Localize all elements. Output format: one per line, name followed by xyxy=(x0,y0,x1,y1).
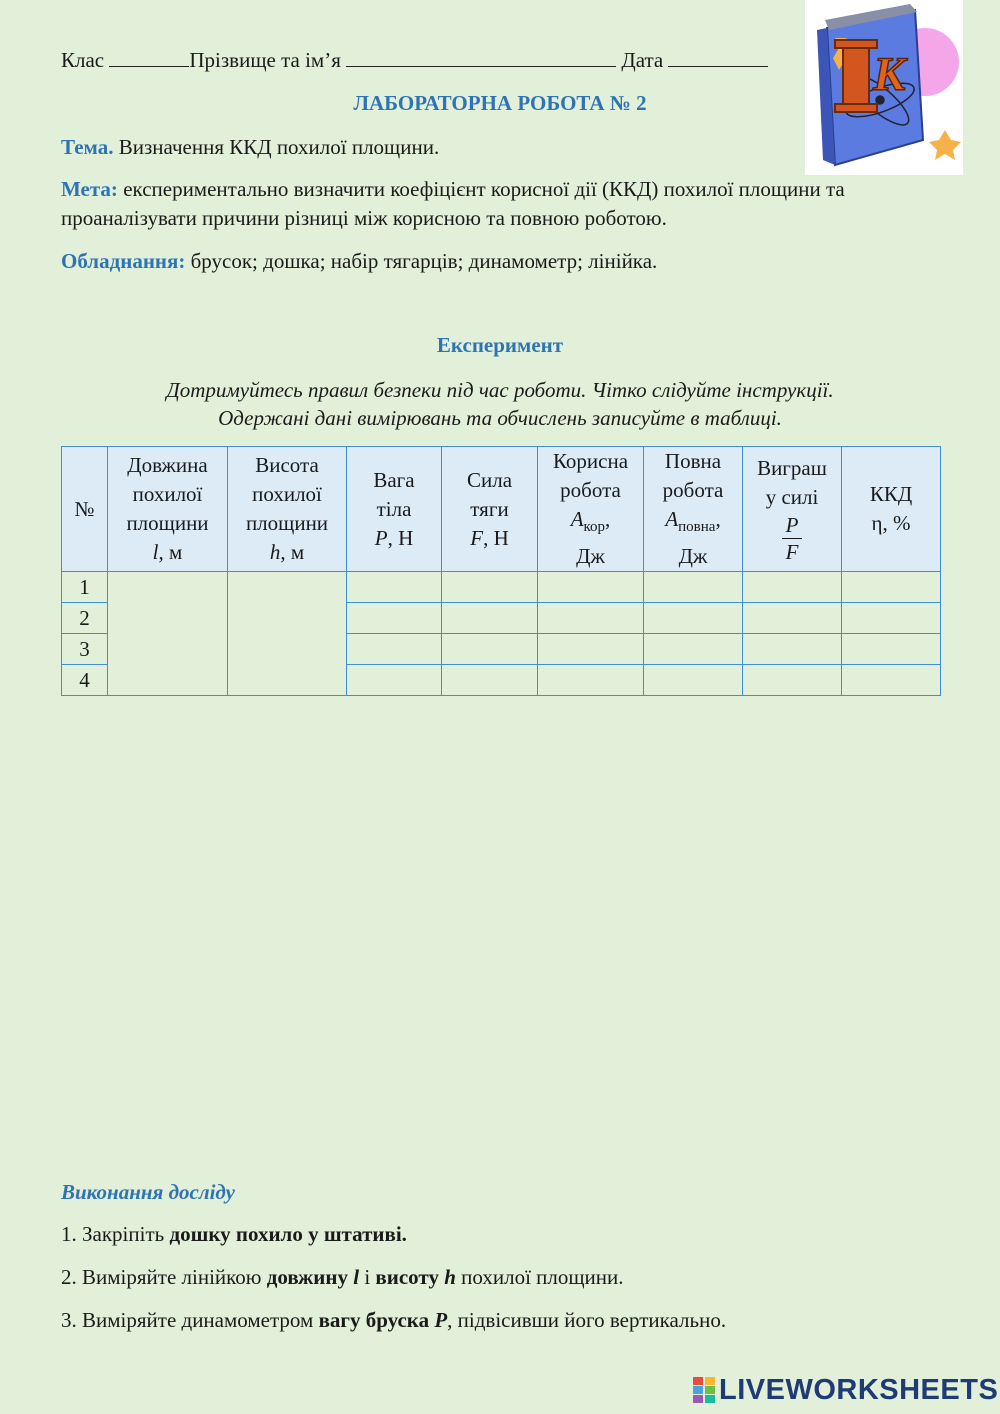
header-height-symbol xyxy=(228,538,346,567)
weight-input-cell[interactable] xyxy=(347,603,442,634)
header-weight-line1: Вага xyxy=(373,467,415,492)
step2-end: похилої площини. xyxy=(455,1265,624,1289)
fraction-numerator: P xyxy=(782,512,803,539)
header-total-line1: Повна xyxy=(664,449,722,473)
unit-n: , Н xyxy=(387,525,414,550)
header-eff-line1: ККД xyxy=(869,482,913,507)
class-label: Клас xyxy=(61,48,105,72)
force-input-cell[interactable] xyxy=(442,603,538,634)
row-number: 2 xyxy=(62,603,108,634)
header-useful-line2: робота xyxy=(560,478,621,502)
useful-work-input-cell[interactable] xyxy=(538,634,644,665)
gain-input-cell[interactable] xyxy=(743,572,842,603)
subscript-total: повна xyxy=(678,519,716,536)
step2-bold-height: висоту xyxy=(375,1265,445,1289)
total-work-input-cell[interactable] xyxy=(644,634,743,665)
row-number: 4 xyxy=(62,665,108,696)
header-gain-line1: Виграш xyxy=(757,455,827,480)
liveworksheets-logo-icon xyxy=(693,1377,715,1403)
unit-joule: Дж xyxy=(678,544,708,569)
efficiency-input-cell[interactable] xyxy=(842,572,941,603)
step2-text: 2. Виміряйте лінійкою xyxy=(61,1265,267,1289)
experiment-instruction-1: Дотримуйтесь правил безпеки під час роботи. Чітко слідуйте інструкції. xyxy=(166,378,834,402)
weight-input-cell[interactable] xyxy=(347,572,442,603)
goal-text: експериментально визначити коефіцієнт корисної дії (ККД) похилої площини та проаналізувати причини різниці між корисною та повною роботою. xyxy=(61,177,845,230)
force-input-cell[interactable] xyxy=(442,572,538,603)
row-number: 3 xyxy=(62,634,108,665)
length-input-cell[interactable] xyxy=(108,572,228,696)
header-height xyxy=(228,447,347,572)
unit-m: , м xyxy=(280,540,305,565)
table-row xyxy=(62,572,941,603)
header-gain-line2: у силі xyxy=(765,484,819,509)
step2-and: і xyxy=(359,1265,376,1289)
goal-paragraph xyxy=(61,175,951,233)
step2-var-h: h xyxy=(444,1265,456,1289)
weight-input-cell[interactable] xyxy=(347,634,442,665)
equipment-paragraph xyxy=(61,247,951,276)
header-useful-line1: Корисна xyxy=(552,449,629,473)
efficiency-input-cell[interactable] xyxy=(842,603,941,634)
header-force-symbol xyxy=(442,524,537,553)
goal-label: Мета: xyxy=(61,177,118,201)
symbol-h: h xyxy=(269,540,281,565)
header-force-line1: Сила xyxy=(466,467,513,492)
header-weight-line2: тіла xyxy=(376,496,412,521)
brand-name: LIVEWORKSHEETS xyxy=(719,1373,999,1406)
header-length-line2: похилої xyxy=(132,482,203,507)
symbol-f: F xyxy=(470,525,484,550)
student-info-line xyxy=(61,48,768,73)
date-label: Дата xyxy=(621,48,664,72)
step2-bold-length: довжину xyxy=(266,1265,354,1289)
name-label: Прізвище та ім’я xyxy=(189,48,341,72)
step2-var-l: l xyxy=(353,1265,360,1289)
header-force-line2: тяги xyxy=(470,496,509,521)
useful-work-input-cell[interactable] xyxy=(538,572,644,603)
step3-var-p: P xyxy=(434,1308,448,1332)
comma: , xyxy=(605,507,611,531)
efficiency-input-cell[interactable] xyxy=(842,665,941,696)
header-total-line2: робота xyxy=(662,478,724,502)
procedure-step-3 xyxy=(61,1308,726,1333)
equipment-label: Обладнання: xyxy=(61,249,186,273)
total-work-input-cell[interactable] xyxy=(644,572,743,603)
header-length xyxy=(108,447,228,572)
header-weight-symbol xyxy=(347,524,441,553)
header-total-symbol xyxy=(644,505,742,542)
unit-m: , м xyxy=(158,540,183,565)
force-input-cell[interactable] xyxy=(442,665,538,696)
header-length-line3: площини xyxy=(126,511,209,536)
subscript-useful: кор xyxy=(583,519,606,536)
weight-input-cell[interactable] xyxy=(347,665,442,696)
step3-bold-weight: вагу бруска xyxy=(318,1308,435,1332)
total-work-input-cell[interactable] xyxy=(644,665,743,696)
header-number: № xyxy=(62,447,108,572)
experiment-instruction-2: Одержані дані вимірювань та обчислень записуйте в таблиці. xyxy=(218,406,782,430)
topic-text: Визначення ККД похилої площини. xyxy=(118,135,440,159)
header-total-work xyxy=(644,447,743,572)
step1-bold: дошку похило у штативі. xyxy=(169,1222,407,1246)
comma: , xyxy=(715,507,721,531)
date-blank[interactable] xyxy=(668,48,768,67)
liveworksheets-brand xyxy=(693,1374,998,1406)
topic-label: Тема. xyxy=(61,135,114,159)
results-table xyxy=(61,446,941,696)
step1-text: 1. Закріпіть xyxy=(61,1222,170,1246)
unit-n: , Н xyxy=(483,525,509,550)
header-useful-work xyxy=(538,447,644,572)
procedure-step-2 xyxy=(61,1265,624,1290)
header-length-symbol xyxy=(108,538,227,567)
header-force xyxy=(442,447,538,572)
height-input-cell[interactable] xyxy=(228,572,347,696)
topic-paragraph xyxy=(61,133,951,162)
useful-work-input-cell[interactable] xyxy=(538,665,644,696)
symbol-a: A xyxy=(665,507,679,531)
fraction-denominator: F xyxy=(785,539,799,564)
gain-input-cell[interactable] xyxy=(743,603,842,634)
header-height-line3: площини xyxy=(245,511,329,536)
total-work-input-cell[interactable] xyxy=(644,603,743,634)
header-efficiency xyxy=(842,447,941,572)
symbol-l: l xyxy=(152,540,159,565)
gain-input-cell[interactable] xyxy=(743,634,842,665)
table-header-row xyxy=(62,447,941,572)
gain-fraction xyxy=(782,512,803,565)
header-length-line1: Довжина xyxy=(127,453,208,478)
row-number: 1 xyxy=(62,572,108,603)
header-eff-line2: η, % xyxy=(871,511,911,536)
efficiency-input-cell[interactable] xyxy=(842,634,941,665)
header-height-line2: похилої xyxy=(252,482,322,507)
experiment-heading: Експеримент xyxy=(436,333,564,357)
svg-text:К: К xyxy=(873,48,906,101)
header-useful-symbol xyxy=(538,505,643,542)
procedure-step-1 xyxy=(61,1222,407,1247)
force-input-cell[interactable] xyxy=(442,634,538,665)
equipment-text: брусок; дошка; набір тягарців; динамометр; лінійка. xyxy=(190,249,658,273)
class-blank[interactable] xyxy=(109,48,189,67)
step3-end: , підвісивши його вертикально. xyxy=(447,1308,727,1332)
symbol-p: P xyxy=(374,525,388,550)
symbol-a: A xyxy=(570,507,584,531)
procedure-heading: Виконання досліду xyxy=(61,1180,235,1204)
header-height-line1: Висота xyxy=(255,453,319,478)
step3-text: 3. Виміряйте динамометром xyxy=(61,1308,319,1332)
unit-joule: Дж xyxy=(576,544,605,569)
useful-work-input-cell[interactable] xyxy=(538,603,644,634)
name-blank[interactable] xyxy=(346,48,616,67)
header-weight xyxy=(347,447,442,572)
page-title: ЛАБОРАТОРНА РОБОТА № 2 xyxy=(353,91,647,115)
header-force-gain xyxy=(743,447,842,572)
gain-input-cell[interactable] xyxy=(743,665,842,696)
